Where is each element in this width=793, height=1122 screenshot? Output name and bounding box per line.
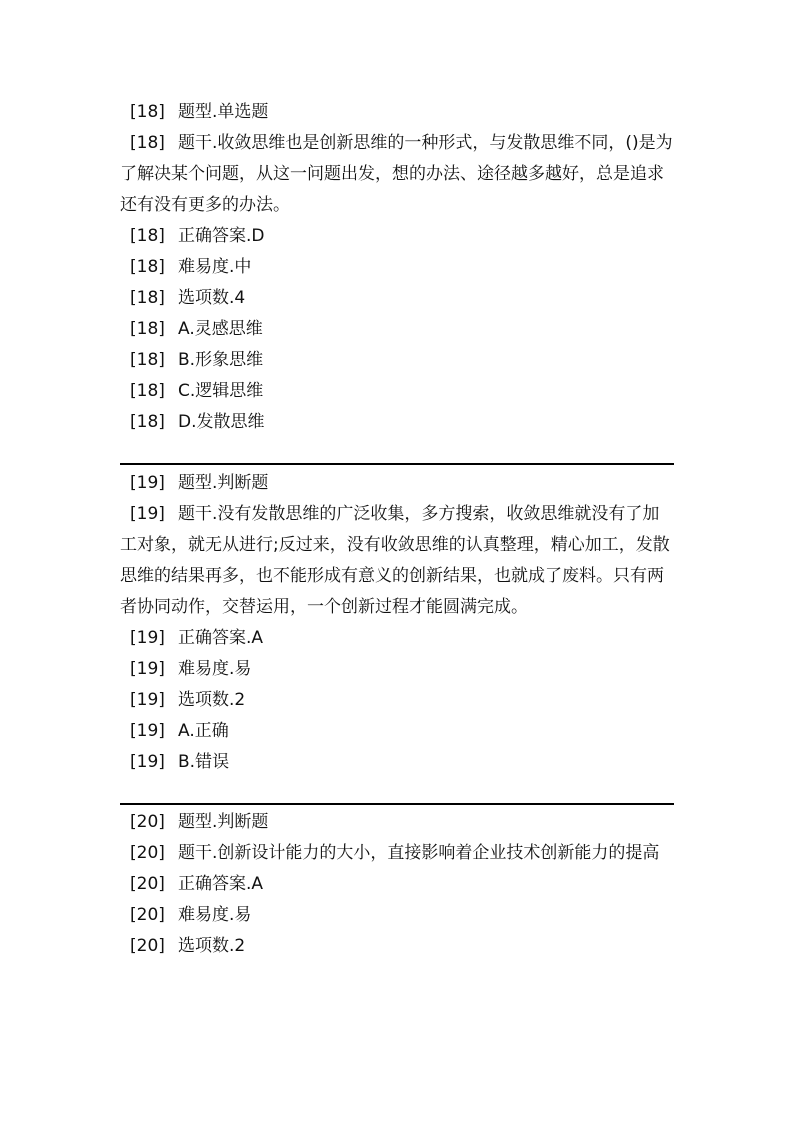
- difficulty-line: [120, 252, 674, 283]
- option-count-line: [120, 931, 674, 962]
- option-a: A.正确: [178, 721, 229, 741]
- question-stem-paragraph: [120, 838, 674, 869]
- option-count: 选项数.4: [178, 288, 246, 308]
- option-line: [120, 314, 674, 345]
- answer-line: [120, 869, 674, 900]
- answer-line: [120, 221, 674, 252]
- question-18: [120, 97, 674, 438]
- question-type: 题型.判断题: [178, 473, 269, 493]
- question-type-line: [120, 468, 674, 499]
- option-line: [120, 345, 674, 376]
- question-number: [19]: [130, 628, 165, 648]
- option-d: D.发散思维: [178, 412, 265, 432]
- question-number: [18]: [130, 319, 165, 339]
- option-line: [120, 376, 674, 407]
- question-number: [20]: [130, 936, 165, 956]
- difficulty: 难易度.易: [178, 905, 252, 925]
- difficulty: 难易度.易: [178, 659, 252, 679]
- question-20: [120, 807, 674, 962]
- question-number: [18]: [130, 412, 165, 432]
- question-stem: 题干.收敛思维也是创新思维的一种形式，与发散思维不同，()是为了解决某个问题，从这一问题出发，想的办法、途径越多越好，总是追求还有没有更多的办法。: [120, 133, 673, 215]
- correct-answer: 正确答案.A: [178, 874, 264, 894]
- question-number: [18]: [130, 102, 165, 122]
- question-number: [20]: [130, 874, 165, 894]
- question-number: [19]: [130, 721, 165, 741]
- option-c: C.逻辑思维: [178, 381, 264, 401]
- answer-line: [120, 623, 674, 654]
- option-a: A.灵感思维: [178, 319, 263, 339]
- option-count-line: [120, 283, 674, 314]
- question-type: 题型.单选题: [178, 102, 269, 122]
- question-number: [19]: [130, 504, 165, 524]
- question-stem: 题干.创新设计能力的大小，直接影响着企业技术创新能力的提高: [178, 843, 660, 863]
- question-number: [18]: [130, 257, 165, 277]
- question-number: [18]: [130, 350, 165, 370]
- question-number: [19]: [130, 659, 165, 679]
- question-number: [20]: [130, 812, 165, 832]
- option-line: [120, 716, 674, 747]
- question-number: [19]: [130, 752, 165, 772]
- question-type-line: [120, 97, 674, 128]
- section-divider: [120, 803, 674, 805]
- option-line: [120, 407, 674, 438]
- question-stem: 题干.没有发散思维的广泛收集，多方搜索，收敛思维就没有了加工对象，就无从进行;反过来，没有收敛思维的认真整理，精心加工，发散思维的结果再多，也不能形成有意义的创新结果，也就成了废料。只有两者协同动作，交替运用，一个创新过程才能圆满完成。: [120, 504, 670, 617]
- question-number: [18]: [130, 288, 165, 308]
- question-number: [18]: [130, 226, 165, 246]
- option-count-line: [120, 685, 674, 716]
- correct-answer: 正确答案.A: [178, 628, 264, 648]
- question-type: 题型.判断题: [178, 812, 269, 832]
- option-b: B.错误: [178, 752, 230, 772]
- correct-answer: 正确答案.D: [178, 226, 265, 246]
- difficulty-line: [120, 654, 674, 685]
- question-number: [20]: [130, 843, 165, 863]
- question-number: [18]: [130, 381, 165, 401]
- question-number: [19]: [130, 473, 165, 493]
- question-number: [18]: [130, 133, 165, 153]
- section-divider: [120, 463, 674, 465]
- question-number: [19]: [130, 690, 165, 710]
- option-count: 选项数.2: [178, 690, 246, 710]
- question-stem-paragraph: [120, 128, 674, 221]
- question-number: [20]: [130, 905, 165, 925]
- option-count: 选项数.2: [178, 936, 246, 956]
- difficulty: 难易度.中: [178, 257, 252, 277]
- option-b: B.形象思维: [178, 350, 264, 370]
- question-19: [120, 468, 674, 778]
- option-line: [120, 747, 674, 778]
- question-stem-paragraph: [120, 499, 674, 623]
- question-type-line: [120, 807, 674, 838]
- difficulty-line: [120, 900, 674, 931]
